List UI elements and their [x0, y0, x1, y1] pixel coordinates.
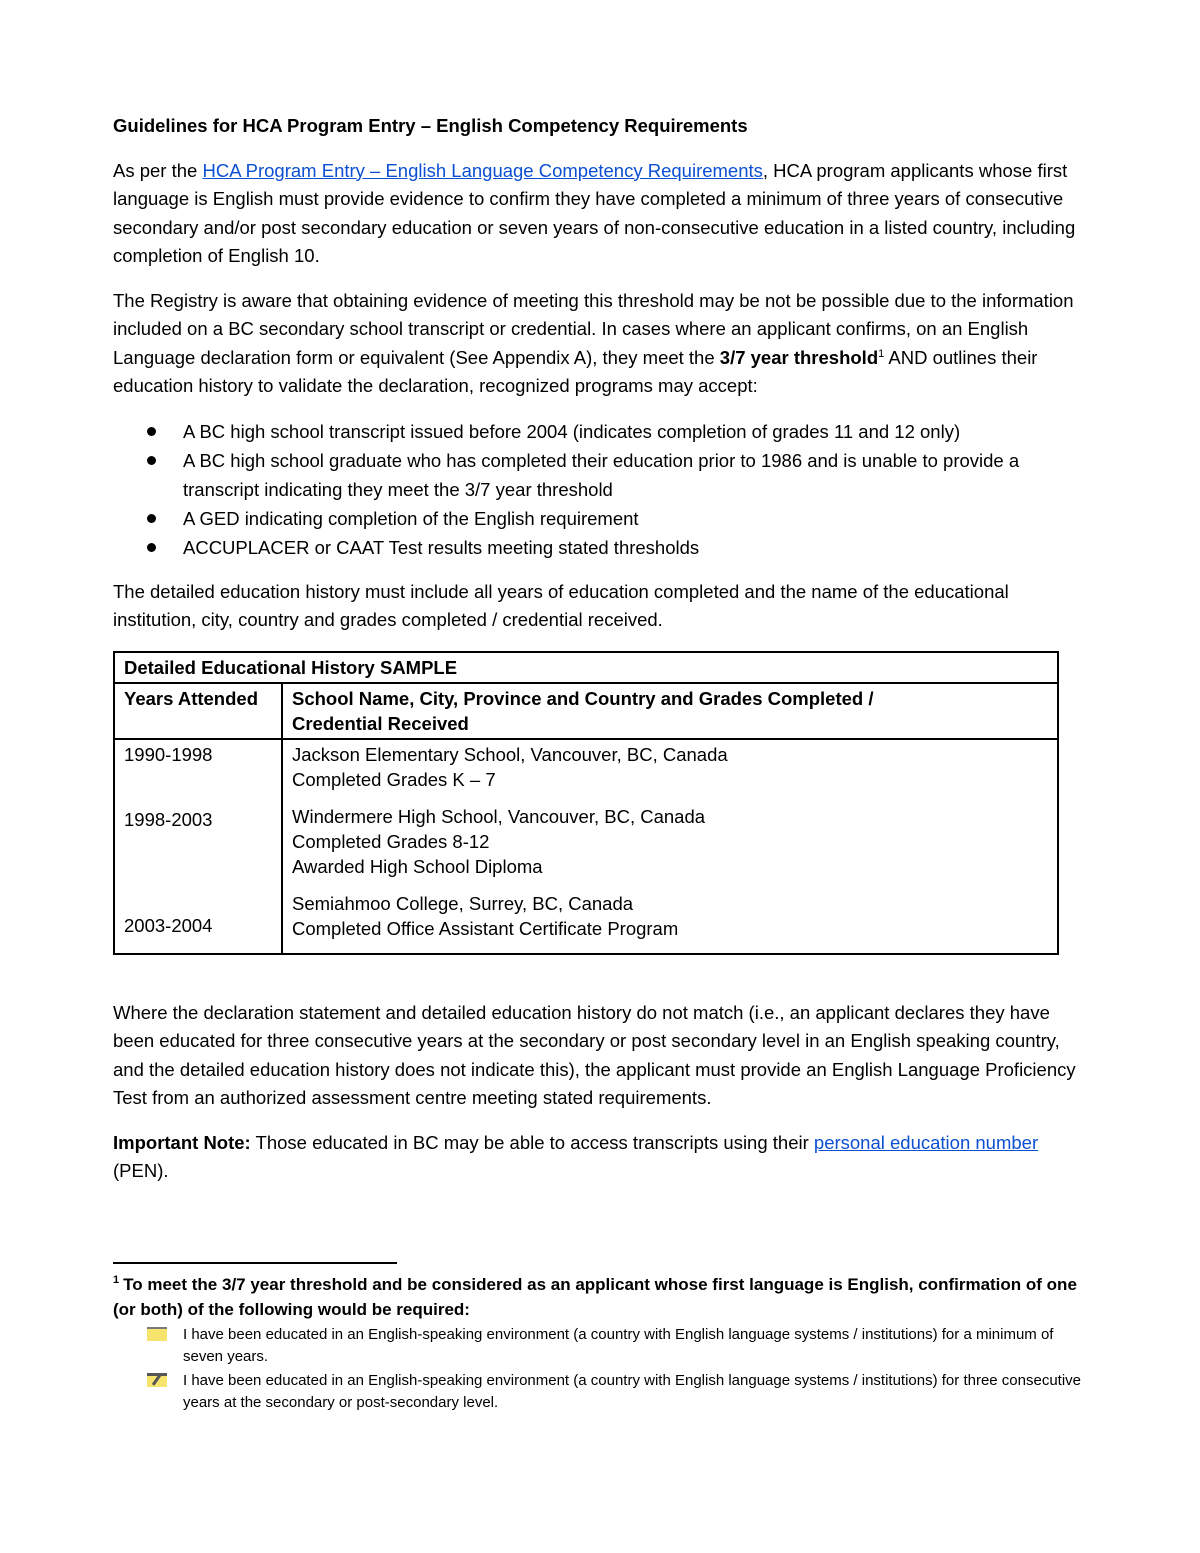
registry-text-before: The Registry is aware that obtaining evidence of meeting this threshold may be not be possible due to the information included on a BC secondary school transcript or credential. In cases where an applicant confirms, on an English Language declaration form or equivalent (See Appendix A), they meet the [113, 289, 1074, 368]
list-item: A BC high school graduate who has completed their education prior to 1986 and is unable to provide a transcript indicating they meet the 3/7 year threshold [113, 446, 1083, 504]
intro-paragraph [113, 157, 1083, 271]
footnote-heading: $^1$ To meet the 3/7 year threshold and be considered as an applicant whose first language is English, confirmation of one (or both) of the following would be required: [113, 1274, 1077, 1319]
years-cell: 1990-1998 [124, 743, 213, 765]
footnote-number: 1 [113, 1274, 120, 1287]
intro-prefix: As per the [113, 159, 203, 181]
registry-paragraph [113, 287, 1083, 401]
document-body [113, 112, 1083, 1202]
years-column [114, 739, 282, 954]
registry-text-after: AND outlines their education history to validate the declaration, recognized programs may accept: [113, 346, 1038, 396]
mismatch-paragraph: Where the declaration statement and detailed education history do not match (i.e., an applicant declares they have been educated for three consecutive years at the secondary or post secondary level in an English speaking country, and the detailed education history does not indicate this), the applicant must provide an English Language Proficiency Test from an authorized assessment centre meeting stated requirements. [113, 1001, 1076, 1108]
table-caption-row [114, 652, 1058, 683]
page-title: Guidelines for HCA Program Entry – English Competency Requirements [113, 115, 748, 136]
school-column [282, 739, 1058, 954]
bullet-icon [147, 543, 156, 552]
requirements-link[interactable]: HCA Program Entry – English Language Competency Requirements [202, 159, 763, 181]
footnote [113, 1272, 1083, 1416]
list-item: A BC high school transcript issued before 2004 (indicates completion of grades 11 and 12 only) [113, 417, 1083, 446]
threshold-bold: 3/7 year threshold [719, 346, 879, 368]
school-header: School Name, City, Province and Country and Grades Completed / Credential Received [282, 683, 1058, 739]
bullet-icon [147, 427, 156, 436]
table-body-row [114, 739, 1058, 954]
list-item: ACCUPLACER or CAAT Test results meeting stated thresholds [113, 533, 1083, 562]
list-item: I have been educated in an English-speaking environment (a country with English language systems / institutions) for a minimum of seven years. [113, 1324, 1083, 1368]
bullet-icon [147, 456, 156, 465]
school-entry: Jackson Elementary School, Vancouver, BC, Canada Completed Grades K – 7 [292, 743, 728, 790]
table-caption: Detailed Educational History SAMPLE [114, 652, 1058, 683]
school-entry: Semiahmoo College, Surrey, BC, Canada Completed Office Assistant Certificate Program [292, 892, 679, 939]
years-cell: 2003-2004 [124, 914, 213, 936]
checked-checkbox-icon [147, 1373, 167, 1387]
history-intro-paragraph: The detailed education history must include all years of education completed and the name of the educational institution, city, country and grades completed / credential received. [113, 580, 1009, 630]
footnote-separator [113, 1262, 397, 1264]
important-note-paragraph: Important Note: Those educated in BC may be able to access transcripts using their personal education number (PEN). [113, 1131, 1039, 1181]
list-item: A GED indicating completion of the English requirement [113, 504, 1083, 533]
intro-suffix: , HCA program applicants whose first language is English must provide evidence to confirm they have completed a minimum of three years of consecutive secondary and/or post secondary education or seven years of non-consecutive education in a listed country, including completion of English 10. [113, 159, 1076, 266]
footnote-reference[interactable]: 1 [878, 347, 885, 360]
important-note-label: Important Note: [113, 1131, 251, 1153]
checkbox-icon [147, 1327, 167, 1341]
list-item: I have been educated in an English-speaking environment (a country with English language systems / institutions) for three consecutive years at the secondary or post-secondary level. [113, 1370, 1083, 1414]
accepted-evidence-list [113, 417, 1083, 562]
education-history-table [113, 651, 1059, 955]
footnote-criteria-list [113, 1324, 1083, 1414]
table-header-row [114, 683, 1058, 739]
pen-link[interactable]: personal education number [813, 1131, 1039, 1153]
years-attended-header: Years Attended [114, 683, 282, 739]
bullet-icon [147, 514, 156, 523]
years-cell: 1998-2003 [124, 808, 213, 830]
school-entry: Windermere High School, Vancouver, BC, Canada Completed Grades 8-12 Awarded High School Diploma [292, 805, 706, 877]
